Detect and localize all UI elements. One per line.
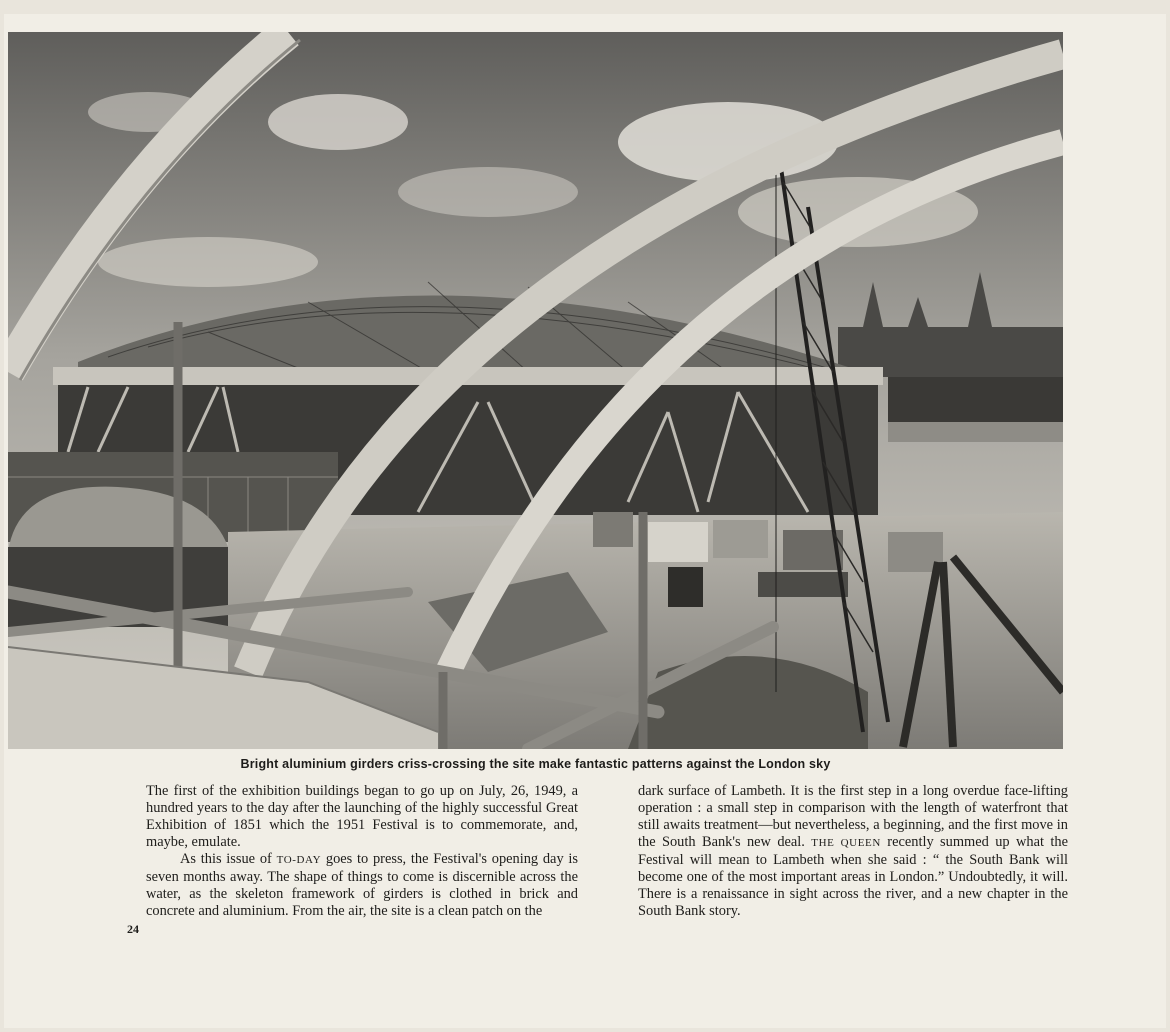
article-column-left — [146, 783, 578, 920]
paragraph-2-start: As this issue of — [180, 851, 277, 867]
magazine-page — [4, 14, 1166, 1028]
paragraph-3 — [638, 783, 1068, 920]
paragraph-3-end: recently summed up what the Festival will mean to Lambeth when she said : “ the South Bank will become one of the most important areas in London.” Undoubtedly, it will. There is a renaissance in sight across the river, and a new chapter in the South Bank story. — [638, 834, 1068, 919]
paragraph-1: The first of the exhibition buildings began to go up on July, 26, 1949, a hundred years to the day after the launching of the highly successful Great Exhibition of 1851 which the 1951 Festival is to commemorate, and, maybe, emulate. — [146, 783, 578, 850]
paragraph-2-end: goes to press, the Festival's opening day is seven months away. The shape of things to come is discernible across the water, as the skeleton framework of girders is clothed in brick and concrete and aluminium. From the air, the site is a clean patch on the — [146, 851, 578, 919]
construction-site-photo — [8, 32, 1063, 749]
page-number: 24 — [127, 922, 139, 936]
article-column-right — [638, 783, 1068, 920]
magazine-name: THE QUEEN — [811, 837, 881, 849]
publication-name: TO-DAY — [276, 854, 322, 866]
photo-caption: Bright aluminium girders criss-crossing the site make fantastic patterns against the London sky — [240, 757, 831, 771]
paragraph-3-start: dark surface of Lambeth. It is the first step in a long overdue face-lifting operation : a small step in comparison with the length of waterfront that still awaits treatment—but nevertheless, a beginning, and the first move in the South Bank's new deal. — [638, 783, 1068, 850]
paragraph-2 — [146, 851, 578, 920]
